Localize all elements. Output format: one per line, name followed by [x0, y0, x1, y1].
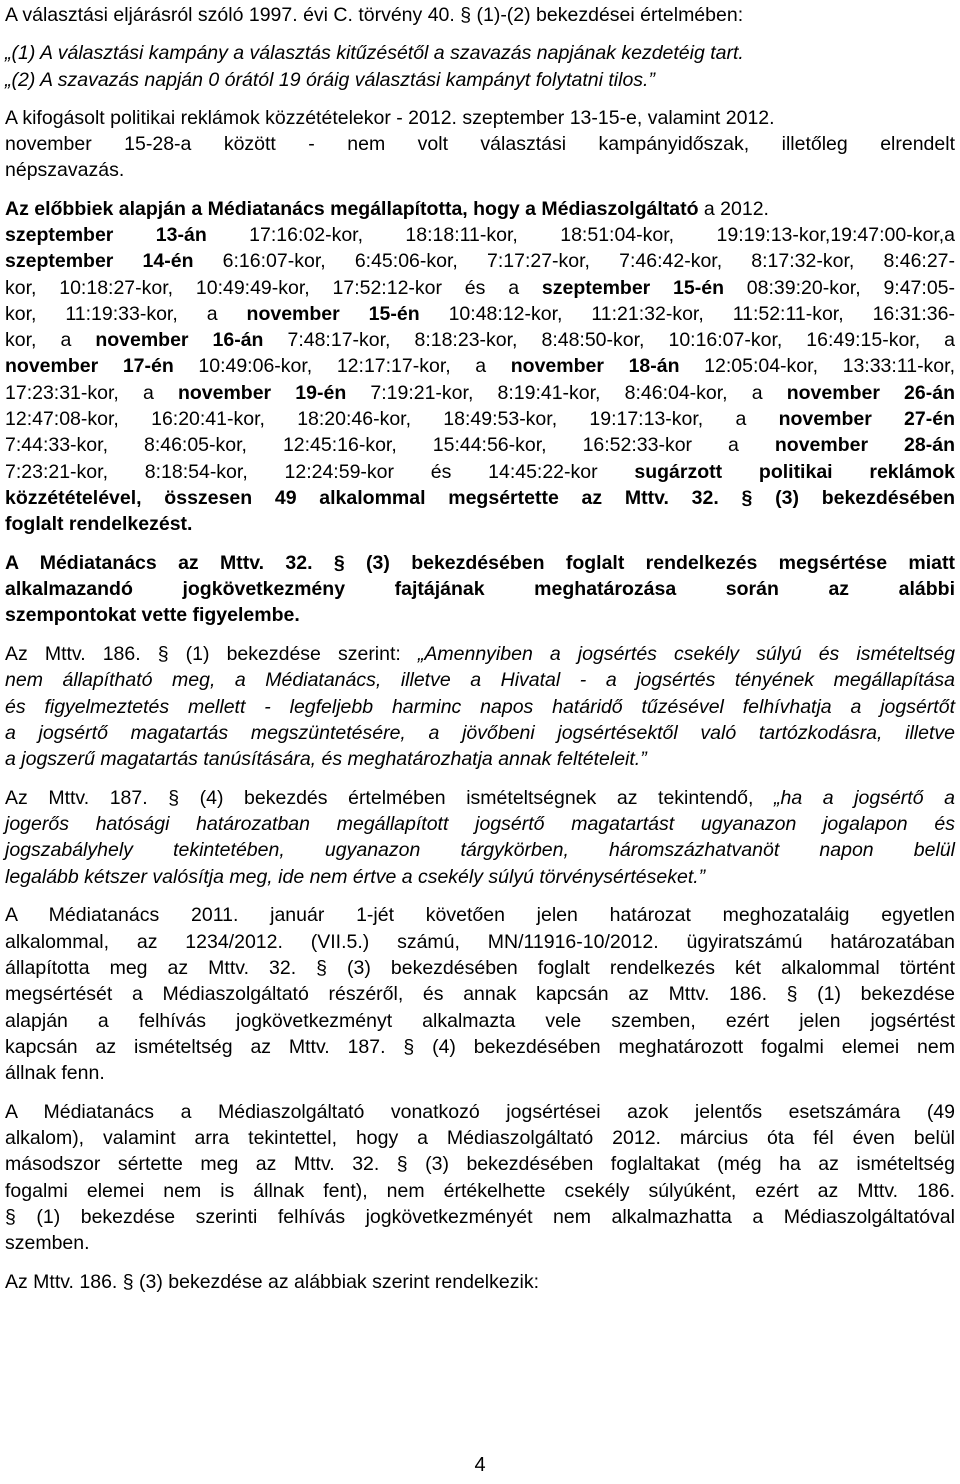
text-run: 08:39:20-kor, 9:47:05- [724, 277, 955, 299]
italic-text: „(2) A szavazás napján 0 órától 19 óráig választási kampányt folytatni tilos.” [5, 69, 655, 91]
bold-text: november 28-án [774, 434, 955, 456]
bold-text: alkalmazandó jogkövetkezmény fajtájának meghatározása során az alábbi [5, 578, 955, 600]
text-line [5, 432, 955, 458]
text-run: § (1) bekezdése szerinti felhívás jogkövetkezményét nem alkalmazhatta a Médiaszolgáltatóval [5, 1206, 955, 1228]
text-run: A kifogásolt politikai reklámok közzétételekor - 2012. szeptember 13-15-e, valamint 2012. [5, 107, 775, 129]
text-line [5, 353, 955, 379]
text-run: alapján a felhívás jogkövetkezményt alkalmazta vele szemben, ezért jelen jogsértést [5, 1010, 955, 1032]
bold-text: szeptember 14-én [5, 250, 194, 272]
text-line [5, 576, 955, 602]
text-run: Az Mttv. 186. § (1) bekezdése szerint: [5, 643, 418, 665]
text-line [5, 67, 955, 93]
bold-text: szempontokat vette figyelembe. [5, 604, 300, 626]
text-run: másodszor sértette meg az Mttv. 32. § (3) bekezdésében foglaltakat (még ha az ismételtség [5, 1153, 955, 1175]
text-line [5, 667, 955, 693]
text-line [5, 720, 955, 746]
text-line [5, 2, 955, 28]
italic-text: és figyelmeztetés mellett - legfeljebb harminc napos határidő tűzésével felhívhatja a jogsértőt [5, 696, 955, 718]
italic-text: „ha a jogsértő a [774, 787, 955, 809]
text-line [5, 40, 955, 66]
bold-text: sugárzott politikai reklámok [634, 461, 955, 483]
text-line [5, 694, 955, 720]
text-run: Az Mttv. 187. § (4) bekezdés értelmében ismételtségnek az tekintendő, [5, 787, 775, 809]
text-run: 7:44:33-kor, 8:46:05-kor, 12:45:16-kor, 15:44:56-kor, 16:52:33-kor a [5, 434, 775, 456]
text-line [5, 485, 955, 511]
text-line [5, 196, 955, 222]
bold-text: november 26-án [786, 382, 955, 404]
italic-text: „Amennyiben a jogsértés csekély súlyú és ismételtség [417, 643, 955, 665]
bold-text: Az előbbiek alapján a Médiatanács megállapította, hogy a Médiaszolgáltató [5, 198, 699, 220]
text-run: alkalommal, az 1234/2012. (VII.5.) számú, MN/11916-10/2012. ügyiratszámú határozatában [5, 931, 955, 953]
text-run: A Médiatanács 2011. január 1-jét követően jelen határozat meghozataláig egyetlen [5, 904, 955, 926]
page-number: 4 [474, 1454, 486, 1476]
text-line [5, 837, 955, 863]
text-line [5, 1269, 955, 1295]
italic-text: „(1) A választási kampány a választás kitűzésétől a szavazás napjának kezdetéig tart. [5, 42, 744, 64]
bold-text: november 18-án [510, 355, 680, 377]
italic-text: legalább kétszer valósítja meg, ide nem értve a csekély súlyú törvénysértéseket.” [5, 866, 706, 888]
text-line [5, 550, 955, 576]
text-run: állapította meg az Mttv. 32. § (3) bekezdésében foglalt rendelkezés két alkalommal történt [5, 957, 955, 979]
bold-text: november 27-én [778, 408, 955, 430]
text-run: 12:05:04-kor, 13:33:11-kor, [679, 355, 955, 377]
text-run: megsértését a Médiaszolgáltató részéről, és annak kapcsán az Mttv. 186. § (1) bekezdése [5, 983, 955, 1005]
text-line [5, 1204, 955, 1230]
italic-text: a jogsértő magatartás megszüntetésére, a jövőbeni jogsértésektől való tartózkodásra, illetve [5, 722, 955, 744]
text-run: 10:48:12-kor, 11:21:32-kor, 11:52:11-kor, 16:31:36- [419, 303, 955, 325]
text-run: fogalmi elemei nem is állnak fent), nem értékelhette csekély súlyúként, ezért az Mttv. 186. [5, 1180, 955, 1202]
text-line [5, 1099, 955, 1125]
text-line [5, 746, 955, 772]
bold-text: november 17-én [5, 355, 174, 377]
bold-text: szeptember 13-án [5, 224, 207, 246]
text-line [5, 459, 955, 485]
text-line [5, 641, 955, 667]
text-run: a 2012. [698, 198, 769, 220]
text-line [5, 785, 955, 811]
bold-text: november 19-én [177, 382, 347, 404]
text-run: szemben. [5, 1232, 90, 1254]
text-run: 17:16:02-kor, 18:18:11-kor, 18:51:04-kor, 19:19:13-kor,19:47:00-kor,a [206, 224, 956, 246]
text-line [5, 1230, 955, 1256]
text-line [5, 1125, 955, 1151]
text-line [5, 327, 955, 353]
text-run: A választási eljárásról szóló 1997. évi C. törvény 40. § (1)-(2) bekezdései értelmében: [5, 4, 744, 26]
italic-text: a jogszerű magatartás tanúsítására, és meghatározhatja annak feltételeit.” [5, 748, 647, 770]
text-line [5, 602, 955, 628]
bold-text: szeptember 15-én [541, 277, 724, 299]
text-run: 7:19:21-kor, 8:19:41-kor, 8:46:04-kor, a [346, 382, 787, 404]
text-line [5, 301, 955, 327]
text-run: 12:47:08-kor, 16:20:41-kor, 18:20:46-kor, 18:49:53-kor, 19:17:13-kor, a [5, 408, 779, 430]
text-line [5, 222, 955, 248]
text-line [5, 864, 955, 890]
bold-text: november 16-án [95, 329, 264, 351]
text-line [5, 1060, 955, 1086]
text-line [5, 511, 955, 537]
text-run: 7:48:17-kor, 8:18:23-kor, 8:48:50-kor, 10:16:07-kor, 16:49:15-kor, a [263, 329, 955, 351]
text-line [5, 811, 955, 837]
text-line [5, 929, 955, 955]
text-run: A Médiatanács a Médiaszolgáltató vonatkozó jogsértései azok jelentős esetszámára (49 [5, 1101, 955, 1123]
text-line [5, 380, 955, 406]
text-line [5, 157, 955, 183]
text-run: állnak fenn. [5, 1062, 105, 1084]
text-line [5, 248, 955, 274]
bold-text: A Médiatanács az Mttv. 32. § (3) bekezdésében foglalt rendelkezés megsértése miatt [5, 552, 955, 574]
italic-text: jogerős hatósági határozatban megállapított jogsértő magatartást ugyanazon jogalapon és [5, 813, 955, 835]
text-line [5, 1034, 955, 1060]
bold-text: közzétételével, összesen 49 alkalommal megsértette az Mttv. 32. § (3) bekezdésében [5, 487, 955, 509]
text-line [5, 131, 955, 157]
text-run: 7:23:21-kor, 8:18:54-kor, 12:24:59-kor és 14:45:22-kor [5, 461, 635, 483]
italic-text: nem állapítható meg, a Médiatanács, illetve a Hivatal - a jogsértés tényének megállapítása [5, 669, 955, 691]
text-line [5, 981, 955, 1007]
text-run: 10:49:06-kor, 12:17:17-kor, a [173, 355, 511, 377]
text-line [5, 902, 955, 928]
text-line [5, 1008, 955, 1034]
text-line [5, 1151, 955, 1177]
text-run: kor, a [5, 329, 96, 351]
text-line [5, 406, 955, 432]
text-run: népszavazás. [5, 159, 125, 181]
text-run: kor, 11:19:33-kor, a [5, 303, 247, 325]
text-run: kor, 10:18:27-kor, 10:49:49-kor, 17:52:12-kor és a [5, 277, 542, 299]
text-line [5, 1178, 955, 1204]
text-run: Az Mttv. 186. § (3) bekezdése az alábbiak szerint rendelkezik: [5, 1271, 539, 1293]
bold-text: november 15-én [246, 303, 420, 325]
text-run: alkalom), valamint arra tekintettel, hogy a Médiaszolgáltató 2012. március óta fél éven belül [5, 1127, 955, 1149]
text-run: november 15-28-a között - nem volt választási kampányidőszak, illetőleg elrendelt [5, 133, 955, 155]
italic-text: jogszabályhely tekintetében, ugyanazon tárgykörben, háromszázhatvanöt napon belül [5, 839, 955, 861]
text-line [5, 955, 955, 981]
text-line [5, 275, 955, 301]
text-run: kapcsán az ismételtség az Mttv. 187. § (4) bekezdésében meghatározott fogalmi elemei nem [5, 1036, 955, 1058]
text-run: 17:23:31-kor, a [5, 382, 178, 404]
bold-text: foglalt rendelkezést. [5, 513, 193, 535]
text-line [5, 105, 955, 131]
text-run: 6:16:07-kor, 6:45:06-kor, 7:17:27-kor, 7:46:42-kor, 8:17:32-kor, 8:46:27- [193, 250, 956, 272]
